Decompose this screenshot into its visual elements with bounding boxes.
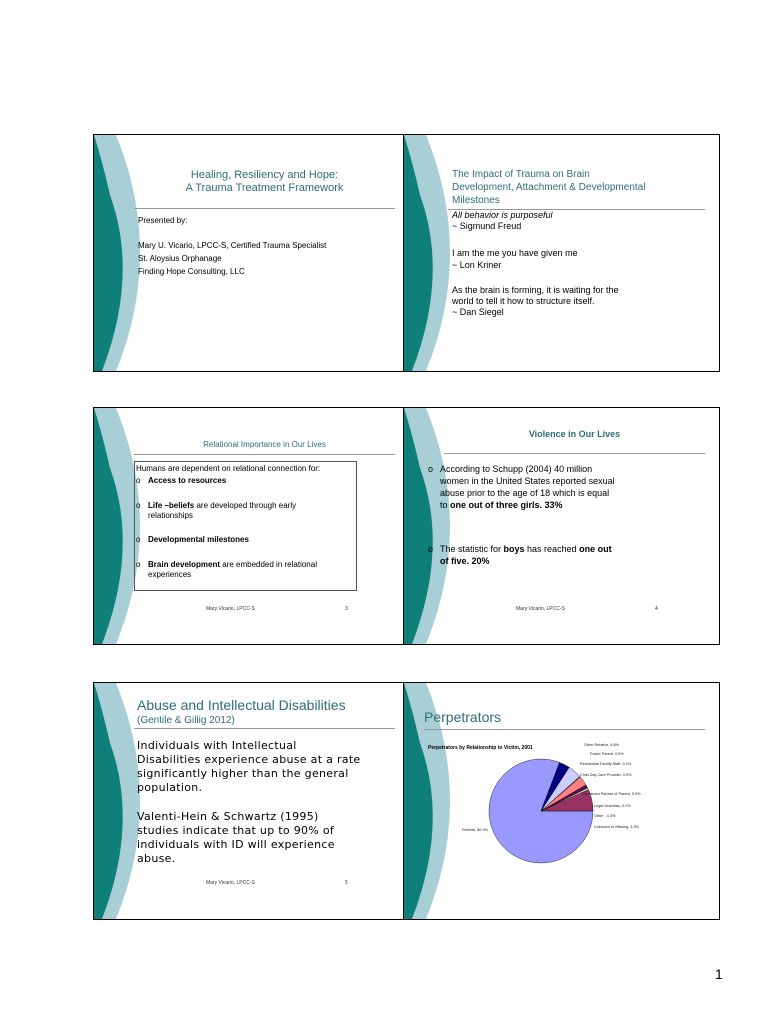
slide-3-intro: Humans are dependent on relational connection for:	[136, 464, 321, 473]
slide-2-title: The Impact of Trauma on Brain Development, Attachment & Developmental Milestones	[452, 169, 646, 206]
bullet-brain-development: o Brain development are embedded in relational experiences	[136, 560, 317, 579]
slide-1-rule	[134, 208, 395, 209]
slide-1-title: Healing, Resiliency and Hope: A Trauma Treatment Framework	[185, 169, 344, 194]
page-number: 1	[715, 966, 723, 982]
slide-3-title: Relational Importance in Our Lives	[203, 440, 326, 449]
pie-label-legal-guardian: Legal Guardian, 0.2%	[594, 804, 631, 808]
slide-5	[93, 682, 410, 920]
slide-5-rule	[134, 728, 395, 729]
chart-title: Perpetrators by Relationship to Victim, 2001	[428, 745, 533, 751]
bullet-resources: o Access to resources	[136, 476, 227, 485]
slide-5-subtitle: (Gentile & Gillig 2012)	[137, 715, 235, 726]
pie-label-foster-parent: Foster Parent, 0.5%	[590, 752, 624, 756]
presented-by: Presented by:	[138, 216, 188, 225]
slide-3	[93, 407, 410, 645]
slide-4-footer: Mary Vicario, LPCC-S	[516, 606, 565, 612]
slide-2	[403, 134, 720, 372]
slide-5-page-number: 5	[345, 880, 348, 886]
slide-5-paragraph-2: Valenti-Hein & Schwartz (1995) studies indicate that up to 90% of individuals with ID will experience abuse.	[137, 810, 335, 865]
presenter-line-3: Finding Hope Consulting, LLC	[138, 267, 245, 276]
pie-label-child-day-care-provider: Child Day Care Provider, 0.9%	[580, 773, 632, 777]
slide-4-page-number: 4	[655, 606, 658, 612]
bullet-milestones: o Developmental milestones	[136, 535, 249, 544]
violence-paragraph-2: o The statistic for boys has reached one out of five. 20%	[428, 544, 612, 566]
slide-6-title: Perpetrators	[424, 709, 502, 725]
slide-4-title: Violence in Our Lives	[528, 429, 621, 439]
quote-1: All behavior is purposeful ~ Sigmund Freud	[452, 210, 553, 231]
violence-paragraph-1: o According to Schupp (2004) 40 million women in the United States reported sexual abuse prior to the age of 18 which is equal to one out of three girls. 33%	[428, 464, 615, 510]
slide-3-rule	[134, 454, 395, 455]
pie-label-other-relative: Other Relative, 6.8%	[584, 743, 620, 747]
slide-4-rule	[444, 453, 705, 454]
pie-label-unmarried-partner-of-parent: Unmarried Partner of Parent, 3.0%	[582, 792, 641, 796]
perpetrators-pie-chart	[404, 683, 719, 919]
slide-1	[93, 134, 410, 372]
bullet-life-beliefs: o Life –beliefs are developed through early relationships	[136, 501, 297, 520]
slide-5-paragraph-1: Individuals with Intellectual Disabilities experience abuse at a rate significantly higher than the general population.	[137, 739, 361, 794]
slide-decoration	[404, 408, 474, 644]
quote-3: As the brain is forming, it is waiting for the world to tell it how to structure itself. ~ Dan Siegel	[452, 285, 619, 317]
pie-label-residential-facility-staff: Residential Facility Staff, 0.2%	[580, 762, 632, 766]
quote-2: I am the me you have given me ~ Lon Kriner	[452, 248, 578, 270]
slide-4	[403, 407, 720, 645]
slide-5-footer: Mary Vicario, LPCC-S	[206, 880, 255, 886]
presenter-line-1: Mary U. Vicario, LPCC-S, Certified Trauma Specialist	[138, 241, 327, 250]
pie-label-other: Other , 4.3%	[594, 814, 616, 818]
slide-3-footer: Mary Vicario, LPCC-S	[206, 606, 255, 612]
pie-label-parents: Parents, 80.9%	[462, 828, 488, 832]
slide-3-page-number: 3	[345, 606, 348, 612]
presenter-line-2: St. Aloysius Orphanage	[138, 254, 222, 263]
slide-6	[403, 682, 720, 920]
slide-5-title: Abuse and Intellectual Disabilities	[137, 697, 346, 713]
pie-label-unknown-or-missing: Unknown or Missing, 3.3%	[594, 825, 639, 829]
